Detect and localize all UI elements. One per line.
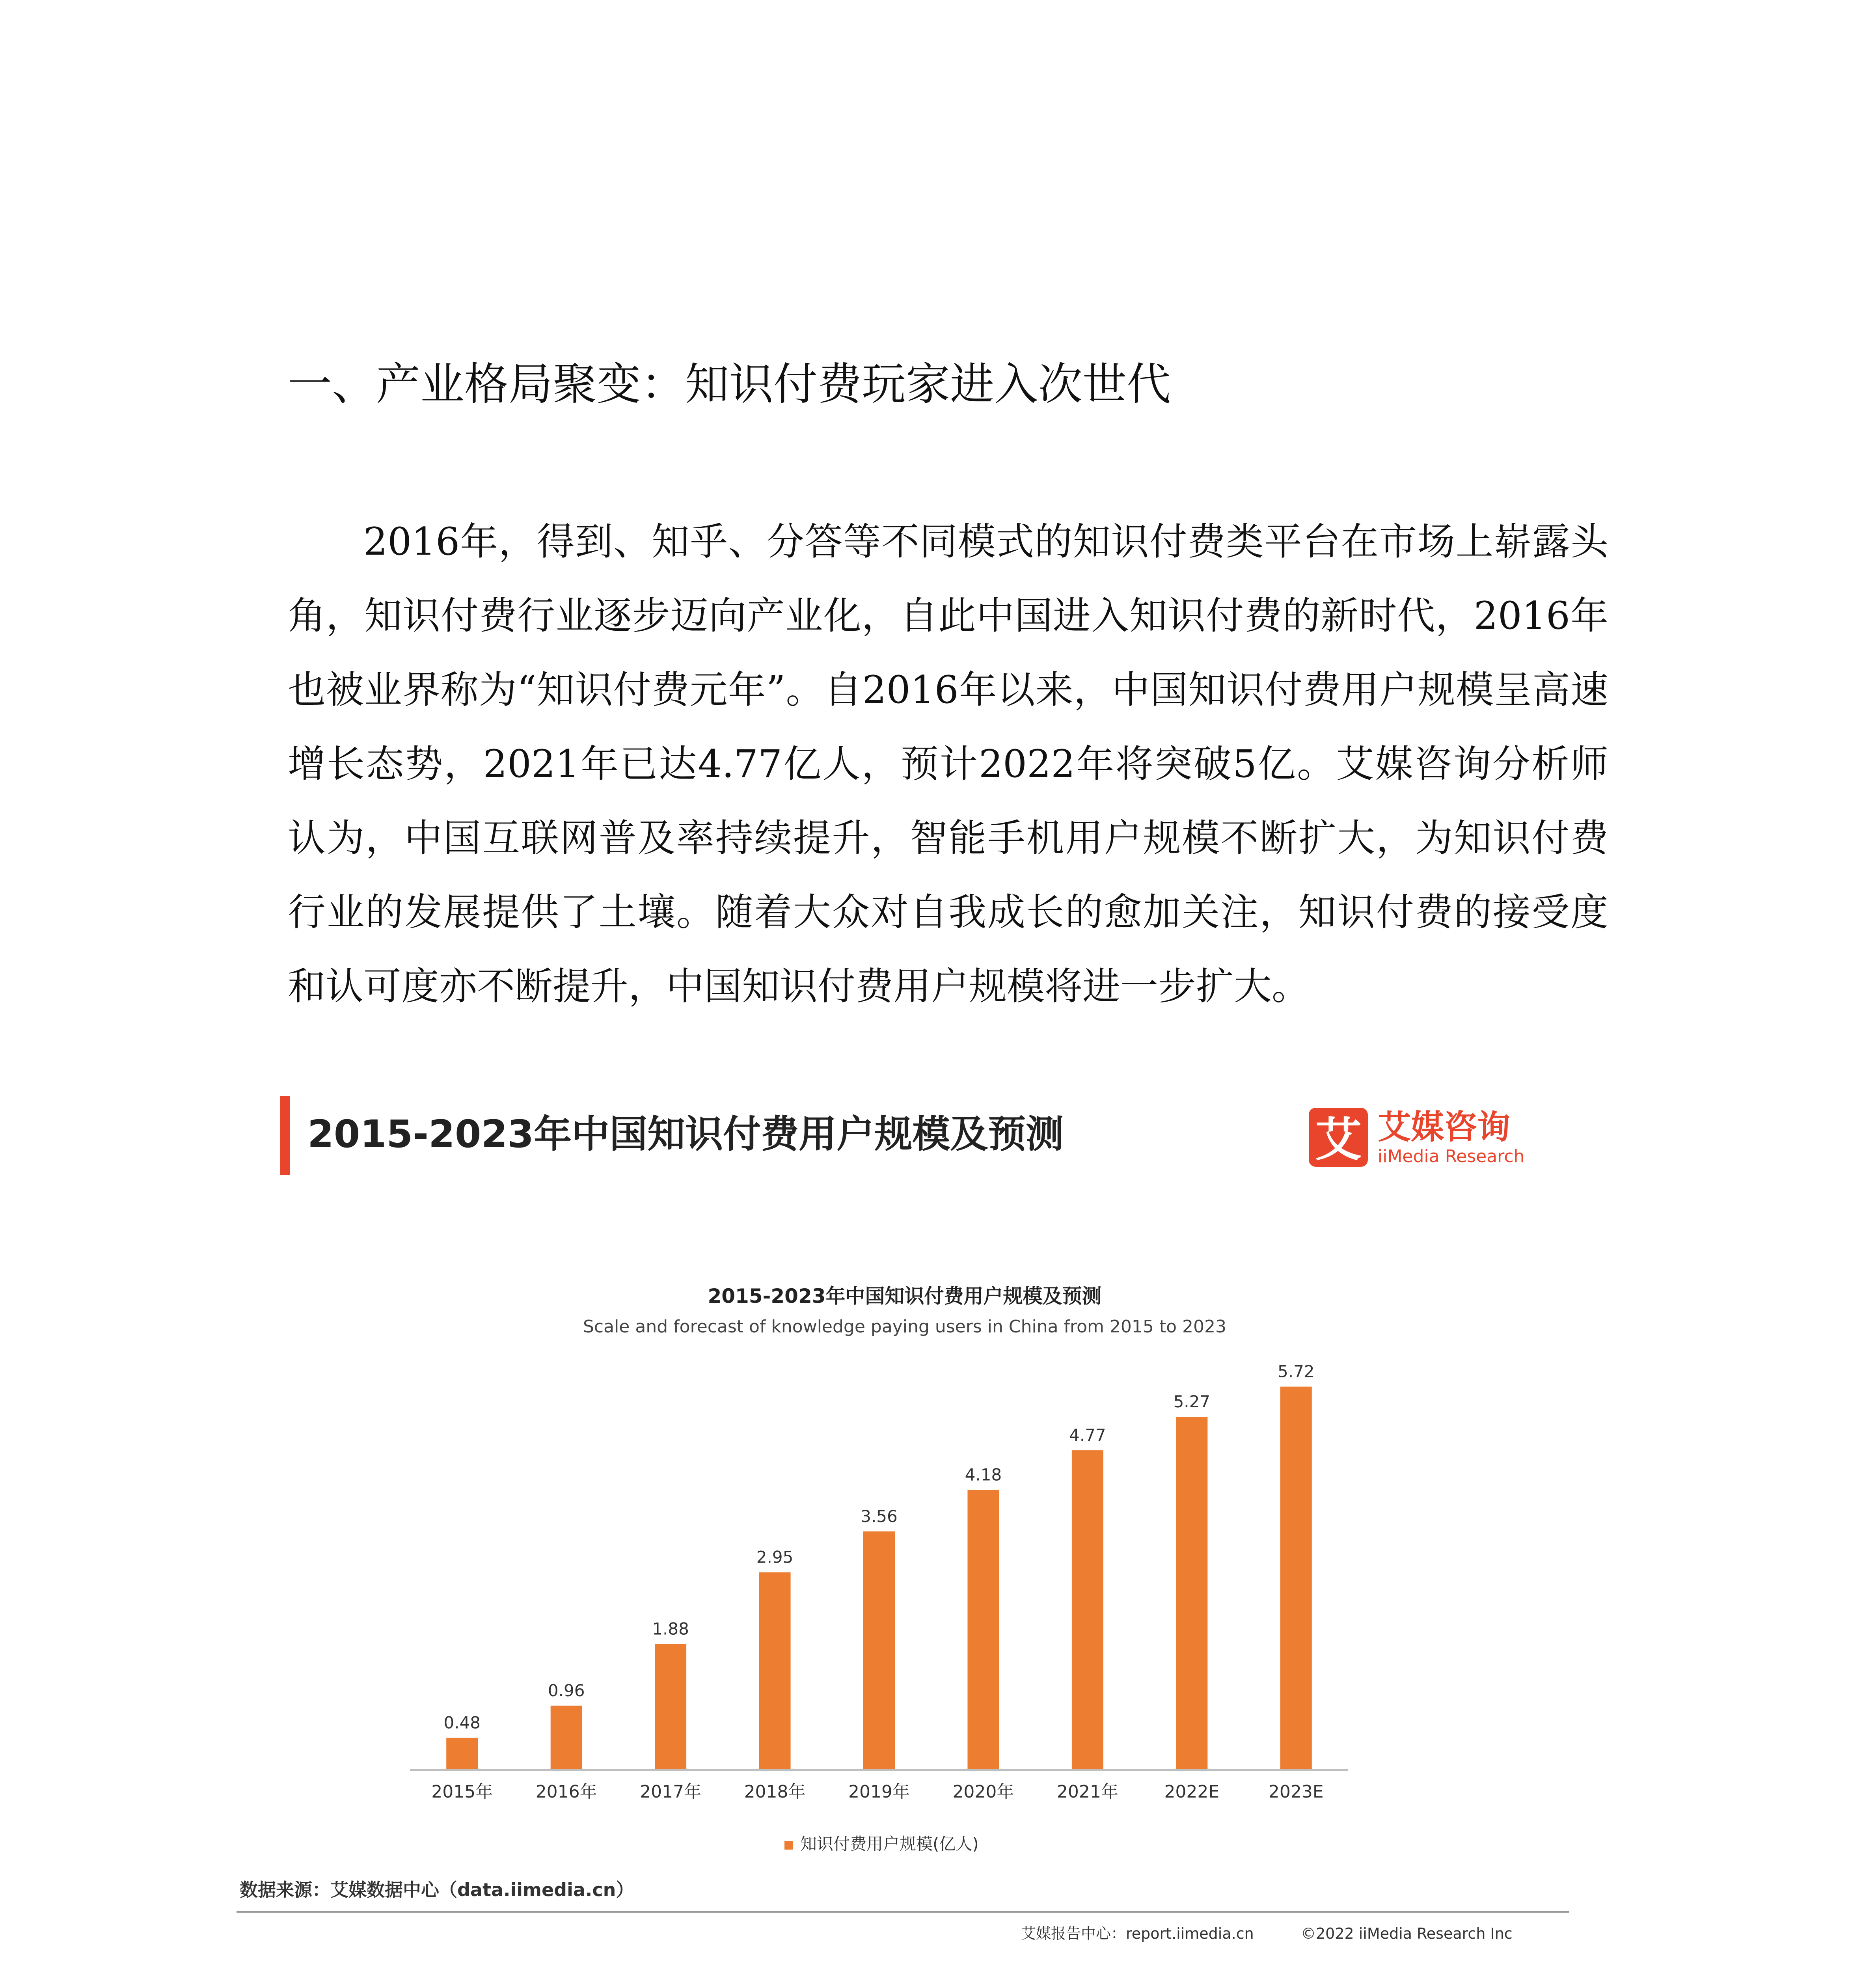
brand-name-en: iiMedia Research	[1378, 1146, 1525, 1166]
legend-label: 知识付费用户规模(亿人)	[800, 1834, 979, 1854]
data-label-0: 0.48	[443, 1713, 481, 1733]
bar-5	[967, 1490, 999, 1770]
paragraph-intro: 2016年，得到、知乎、分答等不同模式的知识付费类平台在市场上崭露头角，知识付费行业逐步迈向产业化，自此中国进入知识付费的新时代，2016年也被业界称为“知识付费元年”。自2016年以来，中国知识付费用户规模呈高速增长态势，2021年已达4.77亿人，预计2022年将突破5亿。艾媒咨询分析师认为，中国互联网普及率持续提升，智能手机用户规模不断扩大，为知识付费行业的发展提供了土壤。随着大众对自我成长的愈加关注，知识付费的接受度和认可度亦不断提升，中国知识付费用户规模将进一步扩大。	[288, 520, 1608, 1008]
x-tick-label-3: 2018年	[744, 1782, 806, 1802]
brand-logo	[1309, 1108, 1524, 1167]
section-heading: 一、产业格局聚变：知识付费玩家进入次世代	[288, 359, 1171, 410]
x-tick-label-7: 2022E	[1164, 1782, 1220, 1802]
bar-2	[655, 1644, 686, 1770]
footer-report-center: 艾媒报告中心：report.iimedia.cn	[1021, 1925, 1254, 1942]
x-tick-label-4: 2019年	[848, 1782, 910, 1802]
source-note: 数据来源：艾媒数据中心（data.iimedia.cn）	[240, 1879, 634, 1900]
banner-title: 2015-2023年中国知识付费用户规模及预测	[307, 1112, 1064, 1156]
x-tick-label-1: 2016年	[535, 1782, 597, 1802]
x-tick-label-8: 2023E	[1268, 1782, 1324, 1802]
chart-subtitle: Scale and forecast of knowledge paying users in China from 2015 to 2023	[583, 1317, 1227, 1337]
legend-swatch	[784, 1841, 793, 1850]
data-label-8: 5.72	[1278, 1362, 1315, 1381]
data-label-3: 2.95	[756, 1547, 794, 1567]
data-label-5: 4.18	[965, 1465, 1002, 1485]
x-tick-label-2: 2017年	[640, 1782, 702, 1802]
data-label-2: 1.88	[652, 1619, 689, 1639]
bar-0	[446, 1738, 478, 1770]
brand-logo-glyph: 艾	[1315, 1112, 1362, 1167]
data-label-1: 0.96	[548, 1680, 585, 1700]
x-tick-label-6: 2021年	[1056, 1782, 1118, 1802]
data-label-6: 4.77	[1069, 1425, 1106, 1445]
banner-accent-bar	[280, 1096, 290, 1175]
brand-name-cn: 艾媒咨询	[1378, 1108, 1511, 1146]
bars-layer	[431, 1362, 1323, 1802]
bar-8	[1280, 1387, 1312, 1770]
bar-6	[1072, 1450, 1103, 1770]
footer-copyright: ©2022 iiMedia Research Inc	[1301, 1925, 1513, 1942]
user-scale-chart	[237, 1096, 1569, 1955]
data-label-7: 5.27	[1173, 1392, 1211, 1412]
bar-4	[863, 1531, 895, 1770]
bar-1	[551, 1706, 582, 1770]
x-tick-label-5: 2020年	[952, 1782, 1014, 1802]
data-label-4: 3.56	[861, 1506, 898, 1526]
figure-panel	[237, 1096, 1569, 1955]
x-tick-label-0: 2015年	[431, 1782, 493, 1802]
bar-3	[759, 1572, 791, 1770]
chart-title: 2015-2023年中国知识付费用户规模及预测	[708, 1285, 1102, 1308]
bar-7	[1176, 1417, 1207, 1770]
